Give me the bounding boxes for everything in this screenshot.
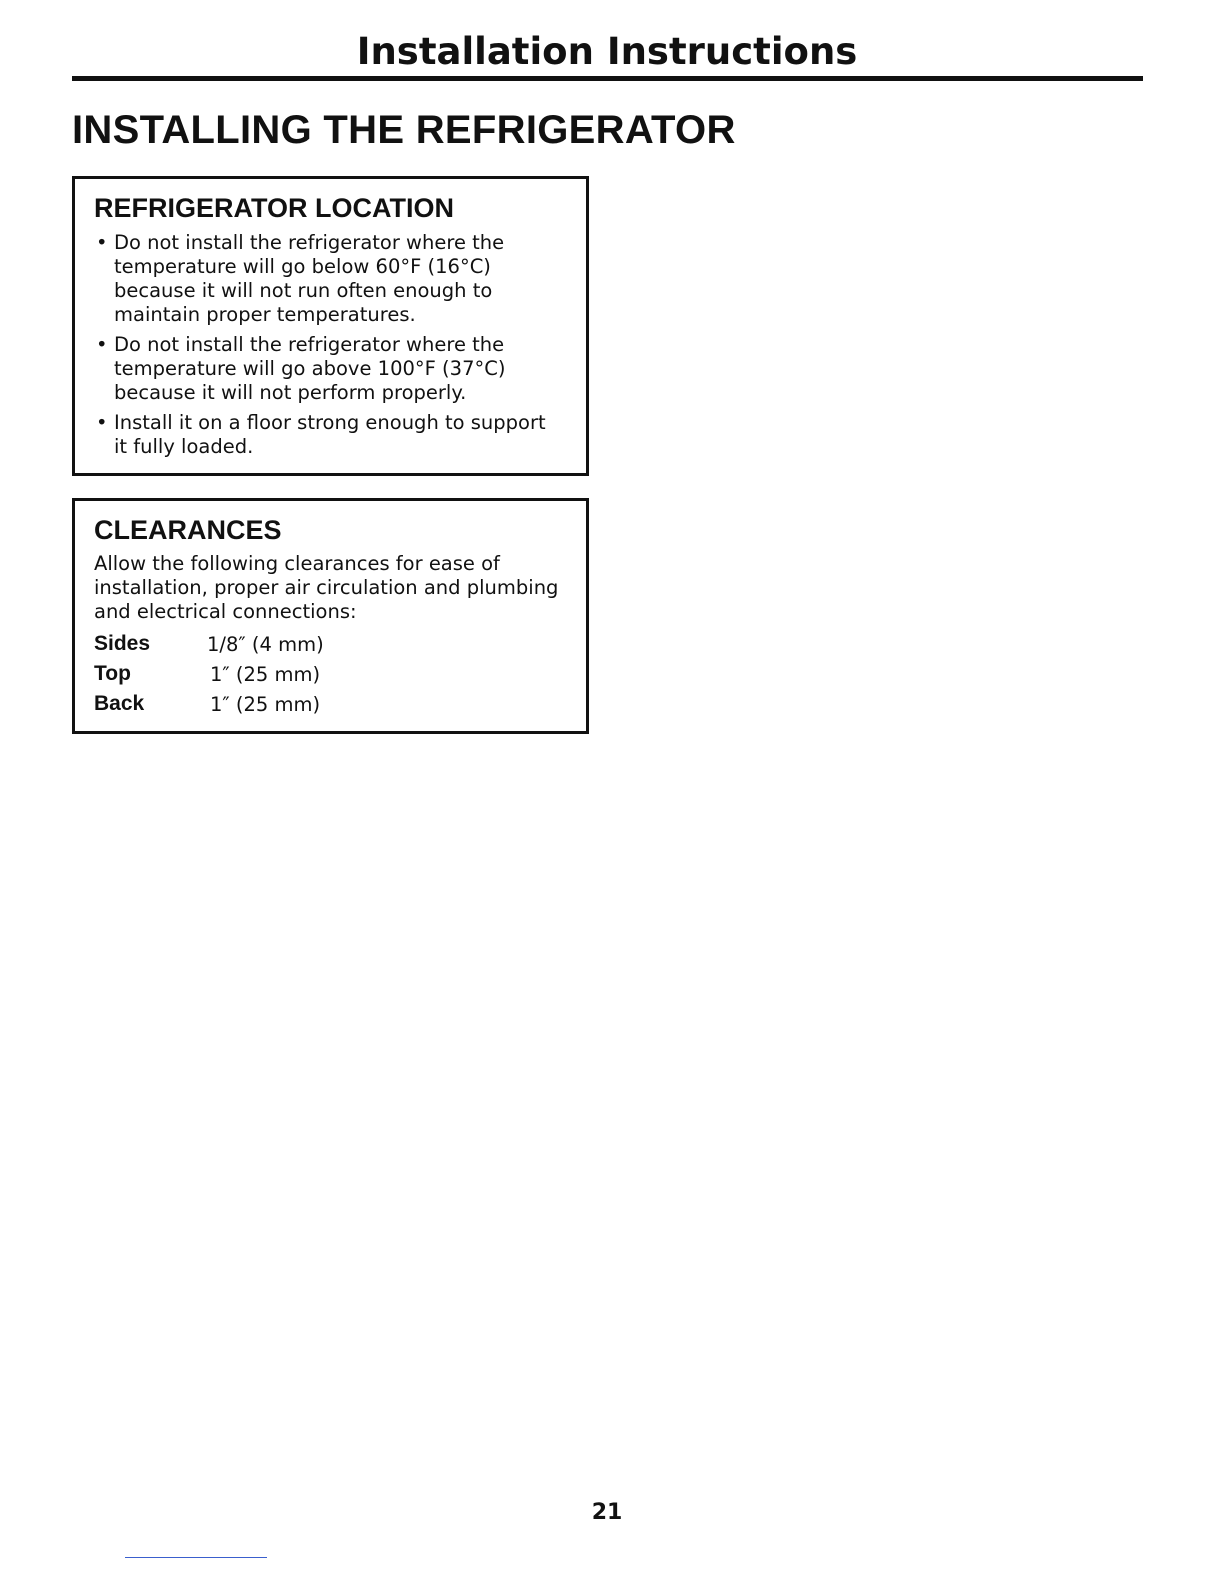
- location-bullet-text: Install it on a floor strong enough to support it fully loaded.: [114, 411, 546, 458]
- clearance-label: Back: [94, 692, 145, 715]
- clearance-row: [94, 689, 324, 719]
- bullet-icon: •: [96, 411, 108, 434]
- location-bullet-item: [94, 333, 564, 405]
- location-bullet-item: [94, 231, 564, 327]
- clearance-row: [94, 659, 324, 689]
- bullet-icon: •: [96, 333, 108, 356]
- location-bullet-text: Do not install the refrigerator where the temperature will go above 100°F (37°C) because it will not perform properly.: [114, 333, 506, 404]
- clearance-value: 1″ (25 mm): [210, 662, 321, 686]
- clearances-heading: CLEARANCES: [94, 515, 282, 545]
- header-rule: [72, 76, 1143, 81]
- clearance-value: 1/8″ (4 mm): [207, 632, 324, 656]
- clearances-intro: Allow the following clearances for ease of installation, proper air circulation and plumbing and electrical connections:: [94, 552, 559, 623]
- location-heading: REFRIGERATOR LOCATION: [94, 193, 454, 223]
- refrigerator-location-box: [72, 176, 589, 476]
- clearance-value: 1″ (25 mm): [210, 692, 321, 716]
- clearance-row: [94, 629, 324, 659]
- location-bullet-item: [94, 411, 564, 459]
- page-title: INSTALLING THE REFRIGERATOR: [72, 108, 736, 152]
- footer-line: [125, 1557, 267, 1558]
- bullet-icon: •: [96, 231, 108, 254]
- clearance-label: Top: [94, 662, 131, 685]
- location-bullet-text: Do not install the refrigerator where the temperature will go below 60°F (16°C) because it will not run often enough to maintain proper temperatures.: [114, 231, 505, 326]
- page-number: 21: [591, 1500, 623, 1525]
- header-title: Installation Instructions: [356, 30, 858, 73]
- clearances-box: [72, 498, 589, 734]
- location-bullet-list: [94, 231, 564, 465]
- clearances-table: [94, 629, 324, 719]
- clearance-label: Sides: [94, 632, 151, 655]
